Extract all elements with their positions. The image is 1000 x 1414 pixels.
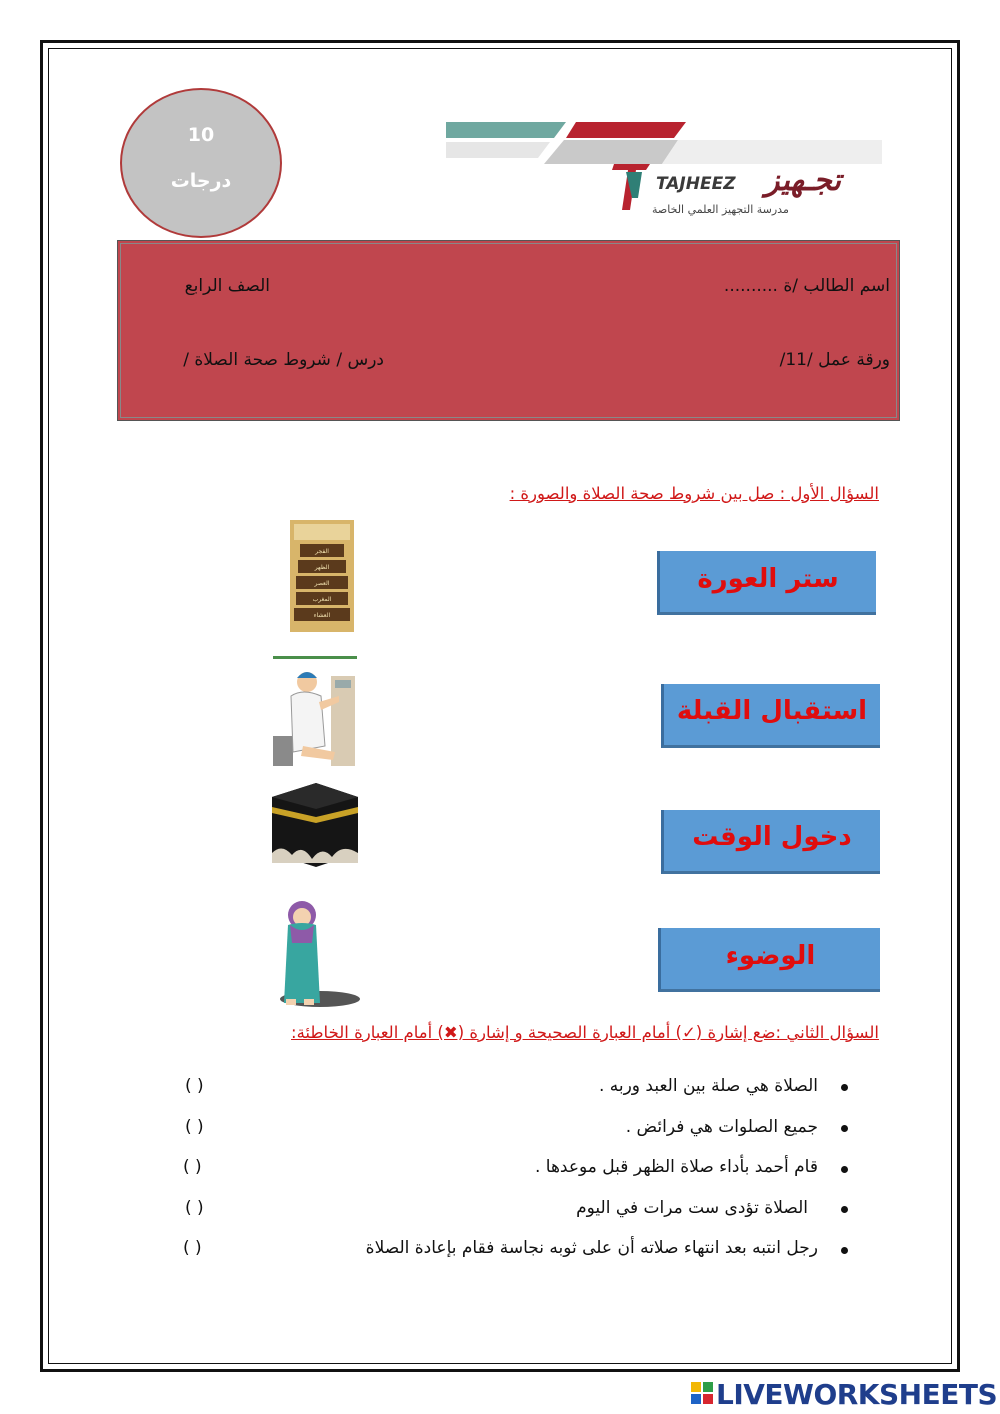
- bullet: [841, 1084, 848, 1091]
- grade-level-label: الصف الرابع: [184, 276, 270, 296]
- worksheet-number: ورقة عمل /11/: [779, 350, 890, 370]
- grade-circle: [120, 88, 282, 238]
- condition-label: ستر العورة: [697, 564, 839, 594]
- liveworksheets-logo-icon: [691, 1382, 713, 1404]
- condition-box-time[interactable]: [661, 810, 880, 874]
- statement-5: رجل انتبه بعد انتهاء صلاته أن على ثوبه نجاسة فقام بإعادة الصلاة: [365, 1238, 818, 1258]
- prayer-time-dhuhr: الظهر: [314, 564, 330, 571]
- logo-subtitle: مدرسة التجهيز العلمي الخاصة: [652, 203, 789, 216]
- condition-label: استقبال القبلة: [676, 696, 868, 726]
- boy-wudu-image[interactable]: [273, 656, 357, 766]
- condition-label: الوضوء: [725, 941, 816, 971]
- grade-label: درجات: [170, 170, 232, 192]
- answer-blank-2[interactable]: ( ): [185, 1117, 204, 1137]
- statement-4: الصلاة تؤدى ست مرات في اليوم: [576, 1198, 808, 1218]
- statement-1: الصلاة هي صلة بين العبد وربه .: [598, 1076, 818, 1096]
- answer-blank-1[interactable]: ( ): [185, 1076, 204, 1096]
- condition-label: دخول الوقت: [692, 822, 852, 852]
- bullet: [841, 1166, 848, 1173]
- answer-blank-3[interactable]: ( ): [183, 1157, 202, 1177]
- student-name-field[interactable]: اسم الطالب /ة ..........: [723, 276, 890, 296]
- prayer-time-isha: العشاء: [313, 612, 331, 619]
- bullet: [841, 1206, 848, 1213]
- prayer-time-asr: العصر: [314, 580, 330, 587]
- condition-box-wudu[interactable]: [658, 928, 880, 992]
- condition-box-qibla[interactable]: [661, 684, 880, 748]
- bullet: [841, 1247, 848, 1254]
- tajheez-logo-mark: [612, 158, 652, 214]
- bullet: [841, 1125, 848, 1132]
- grade-number: 10: [187, 124, 215, 146]
- prayer-times-chart-image[interactable]: [290, 520, 354, 632]
- student-info-box: [117, 240, 900, 421]
- statement-2: جميع الصلوات هي فرائض .: [625, 1117, 818, 1137]
- girl-hijab-image[interactable]: [272, 895, 362, 1009]
- statement-3: قام أحمد بأداء صلاة الظهر قبل موعدها .: [534, 1157, 818, 1177]
- logo-english-text: TAJHEEZ: [656, 174, 736, 194]
- condition-box-awrah[interactable]: [657, 551, 876, 615]
- logo-arabic-text: تجـهيز: [765, 163, 841, 198]
- answer-blank-5[interactable]: ( ): [183, 1238, 202, 1258]
- question1-title: السؤال الأول : صل بين شروط صحة الصلاة والصورة :: [509, 484, 879, 503]
- kaaba-image[interactable]: [266, 783, 364, 867]
- prayer-time-fajr: الفجر: [315, 548, 329, 555]
- lesson-title: درس / شروط صحة الصلاة /: [183, 350, 384, 370]
- prayer-time-maghrib: المغرب: [312, 596, 332, 603]
- question2-title: السؤال الثاني :ضع إشارة (✓) أمام العبارة الصحيحة و إشارة (✖) أمام العبارة الخاطئة:: [291, 1023, 879, 1042]
- liveworksheets-brand: LIVEWORKSHEETS: [716, 1378, 998, 1411]
- answer-blank-4[interactable]: ( ): [185, 1198, 204, 1218]
